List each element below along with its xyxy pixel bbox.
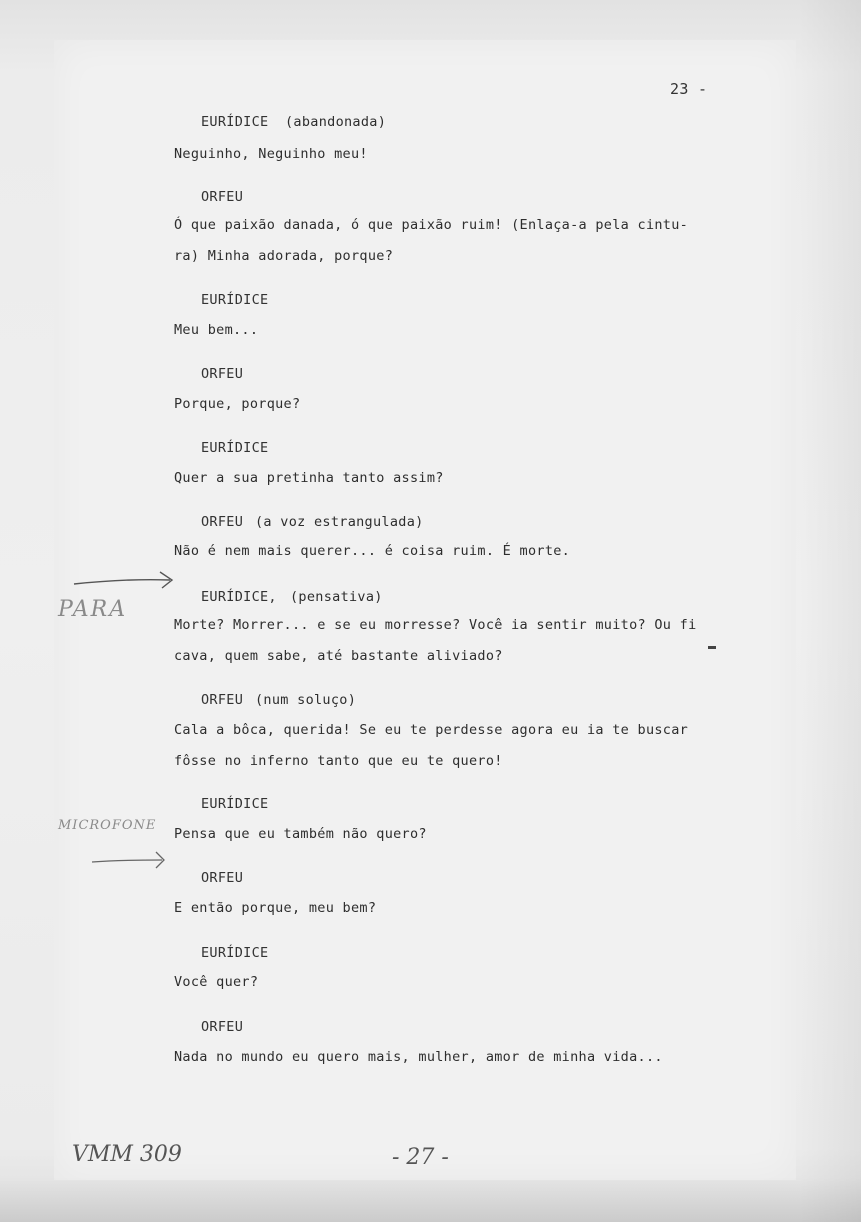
dialogue-line: Nada no mundo eu quero mais, mulher, amor de minha vida... [174,1049,663,1065]
dialogue-line: Morte? Morrer... e se eu morresse? Você ia sentir muito? Ou fi [174,617,697,633]
margin-arrow [72,568,176,592]
stage-direction: (a voz estrangulada) [255,514,424,530]
footer-page-number: - 27 - [392,1145,449,1170]
paper-sheet [54,40,796,1180]
speaker-name: ORFEU [201,870,244,886]
speaker-name: ORFEU [201,1019,244,1035]
dialogue-line: Neguinho, Neguinho meu! [174,146,368,162]
dialogue-line: Porque, porque? [174,396,301,412]
dialogue-line: Meu bem... [174,322,259,338]
margin-note-microfone: MICROFONE [58,818,157,833]
speaker-name: ORFEU [201,692,244,708]
margin-note-para: PARA [58,597,128,622]
dialogue-line: Você quer? [174,974,259,990]
margin-dash-mark [708,646,716,649]
dialogue-line: ra) Minha adorada, porque? [174,248,394,264]
speaker-name: EURÍDICE [201,945,269,961]
speaker-name: EURÍDICE [201,114,269,130]
archive-code: VMM 309 [72,1142,182,1167]
speaker-name: EURÍDICE [201,796,269,812]
stage-direction: (abandonada) [285,114,387,130]
dialogue-line: Ó que paixão danada, ó que paixão ruim! (Enlaça-a pela cintu- [174,217,689,233]
stage-direction: (num soluço) [255,692,357,708]
speaker-name: EURÍDICE [201,440,269,456]
stage-direction: (pensativa) [290,589,383,605]
dialogue-line: fôsse no inferno tanto que eu te quero! [174,753,503,769]
dialogue-line: Quer a sua pretinha tanto assim? [174,470,444,486]
speaker-name: ORFEU [201,366,244,382]
speaker-name: EURÍDICE [201,292,269,308]
page-number: 23 - [670,80,708,98]
speaker-name: ORFEU [201,189,244,205]
dialogue-line: Pensa que eu também não quero? [174,826,427,842]
dialogue-line: E então porque, meu bem? [174,900,377,916]
speaker-name: EURÍDICE, [201,589,277,605]
dialogue-line: Não é nem mais querer... é coisa ruim. É morte. [174,543,571,559]
dialogue-line: cava, quem sabe, até bastante aliviado? [174,648,503,664]
dialogue-line: Cala a bôca, querida! Se eu te perdesse agora eu ia te buscar [174,722,689,738]
speaker-name: ORFEU [201,514,244,530]
margin-arrow [90,848,170,872]
